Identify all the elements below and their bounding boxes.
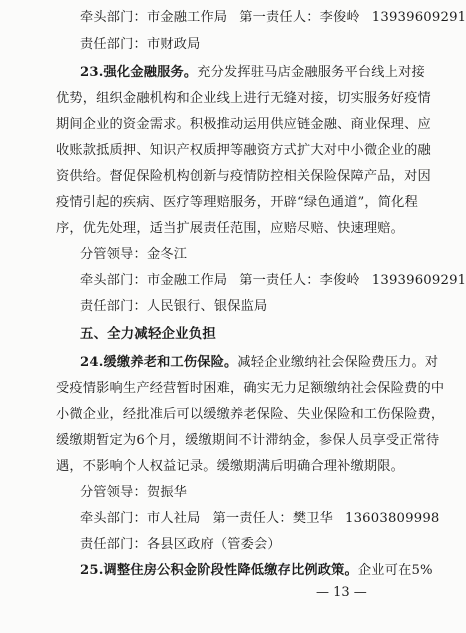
responsible-dept-line — [80, 37, 201, 53]
item-title: 缓缴养老和工伤保险。 — [103, 355, 238, 370]
supervising-leader-label: 分管领导： — [80, 247, 147, 262]
supervising-leader-name: 贺振华 — [146, 485, 188, 500]
item-title: 调整住房公积金阶段性降低缴存比例政策。 — [103, 563, 358, 578]
supervising-leader-label: 分管领导： — [80, 485, 147, 500]
responsible-dept-value: 各县区政府（管委会） — [146, 537, 281, 552]
item-text: 充分发挥驻马店金融服务平台线上对接 — [197, 65, 425, 80]
supervising-leader-line — [80, 247, 187, 263]
first-responsible-label: 第一责任人： — [212, 511, 293, 526]
first-responsible-label: 第一责任人： — [239, 273, 320, 288]
page-number: — 13 — — [316, 585, 367, 600]
first-responsible-label: 第一责任人： — [239, 10, 320, 25]
item-24-line: 受疫情影响生产经营暂时困难，确实无力足额缴纳社会保险费的中 — [56, 381, 445, 396]
lead-dept-line — [80, 511, 440, 527]
item-text: 企业可在5% — [357, 563, 433, 578]
lead-dept-value: 市人社局 — [146, 511, 201, 526]
first-responsible-name: 樊卫华 — [292, 511, 333, 526]
responsible-dept-value: 人民银行、银保监局 — [146, 299, 268, 314]
item-24-first-line — [80, 355, 438, 371]
item-23-line: 期间企业的资金需求。积极推动运用供应链金融、商业保理、应 — [56, 117, 431, 132]
phone-number: 13603809998 — [345, 511, 440, 526]
responsible-dept-label: 责任部门： — [80, 537, 147, 552]
item-23-first-line — [80, 65, 425, 81]
item-24-line: 缓缴期暂定为6个月，缓缴期间不计滞纳金，参保人员享受正常待 — [56, 433, 440, 448]
item-number: 25. — [80, 563, 104, 578]
first-responsible-name: 李俊岭 — [319, 10, 360, 25]
item-23-line: 收账款抵质押、知识产权质押等融资方式扩大对中小微企业的融 — [56, 143, 431, 158]
supervising-leader-line — [80, 485, 187, 501]
responsible-dept-label: 责任部门： — [80, 37, 147, 52]
item-title: 强化金融服务。 — [103, 65, 198, 80]
first-responsible-name: 李俊岭 — [319, 273, 360, 288]
lead-dept-label: 牵头部门： — [80, 273, 147, 288]
supervising-leader-name: 金冬江 — [146, 247, 188, 262]
lead-dept-label: 牵头部门： — [80, 10, 147, 25]
lead-dept-value: 市金融工作局 — [146, 273, 228, 288]
lead-dept-line — [80, 273, 466, 289]
lead-dept-value: 市金融工作局 — [146, 10, 228, 25]
responsible-dept-label: 责任部门： — [80, 299, 147, 314]
item-23-line: 疫情引起的疾病、医疗等理赔服务，开辟“绿色通道”，简化程 — [56, 195, 418, 210]
item-text: 减轻企业缴纳社会保险费压力。对 — [237, 355, 439, 370]
item-25-first-line — [80, 563, 433, 579]
responsible-dept-value: 市财政局 — [146, 37, 201, 52]
lead-dept-line — [80, 10, 466, 26]
item-24-line: 遇，不影响个人权益记录。缓缴期满后明确合理补缴期限。 — [56, 459, 405, 474]
lead-dept-label: 牵头部门： — [80, 511, 147, 526]
item-23-line: 优势，组织金融机构和企业线上进行无缝对接，切实服务好疫情 — [56, 91, 431, 106]
item-23-line: 资供给。督促保险机构创新与疫情防控相关保险保障产品，对因 — [56, 169, 431, 184]
phone-number: 13939609291 — [371, 10, 466, 25]
item-24-line: 小微企业，经批准后可以缓缴养老保险、失业保险和工伤保险费， — [56, 407, 445, 422]
responsible-dept-line — [80, 537, 281, 553]
item-number: 23. — [80, 65, 104, 80]
phone-number: 13939609291 — [371, 273, 466, 288]
responsible-dept-line — [80, 299, 267, 315]
item-23-line: 序，优先处理，适当扩展责任范围，应赔尽赔、快速理赔。 — [56, 221, 405, 236]
section-heading: 五、全力减轻企业负担 — [80, 327, 216, 342]
item-number: 24. — [80, 355, 104, 370]
